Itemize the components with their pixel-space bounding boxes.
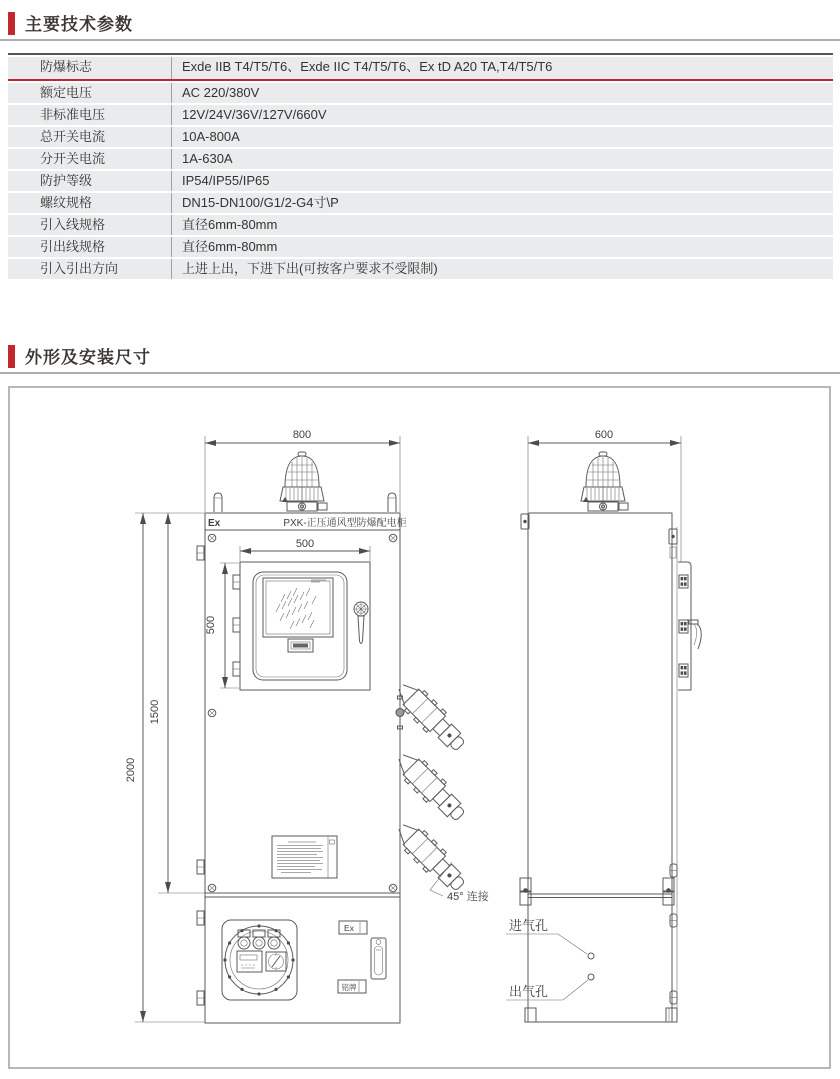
angle-note-label: 45° 连接: [447, 891, 489, 903]
foot-bracket-icon: [525, 1008, 536, 1022]
clip-icon: [670, 864, 677, 877]
warning-beacon-icon: [581, 452, 628, 511]
hinge-icon: [197, 911, 204, 925]
row-label: 引入线规格: [40, 217, 106, 232]
clip-icon: [670, 991, 677, 1004]
row-label: 分开关电流: [40, 151, 106, 166]
hinge-icon: [679, 664, 688, 677]
screen-glare: [276, 588, 316, 629]
screw-icon: [389, 534, 397, 542]
hinge-icon: [197, 860, 204, 874]
lifting-lug-icon: [214, 493, 222, 512]
dim-2000-label: 2000: [125, 757, 137, 783]
screw-icon: [208, 884, 216, 892]
dim-800-label: 800: [292, 429, 312, 441]
row-label: 额定电压: [40, 85, 93, 100]
row-value: 10A-800A: [171, 127, 833, 147]
screw-icon: [208, 534, 216, 542]
row-value: 直径6mm-80mm: [171, 215, 833, 235]
row-label: 引出线规格: [40, 239, 106, 254]
nameplate-label: 铭牌: [341, 983, 357, 992]
angle-annotation: [430, 862, 489, 903]
ex-plate: [339, 921, 367, 934]
clip-icon: [669, 529, 677, 558]
row-label: 非标准电压: [40, 107, 106, 122]
row-value: DN15-DN100/G1/2-G4寸\P: [171, 193, 833, 213]
hinge-icon: [197, 546, 204, 560]
bolt-circle-dots: [223, 924, 294, 995]
section-title-params: 主要技术参数: [25, 15, 133, 34]
hinge-icon: [197, 991, 204, 1005]
warning-beacon-icon: [280, 452, 327, 511]
display-unit-icon: [237, 951, 262, 972]
dimension-500-width: [240, 538, 370, 561]
dim-500h-label: 500: [205, 615, 217, 635]
side-door-panel: [678, 562, 701, 690]
row-label: 引入引出方向: [40, 261, 119, 276]
door-nameplate-small: [288, 639, 313, 652]
nameplate-plate: [338, 980, 366, 993]
side-cabinet-outline: [528, 513, 677, 1022]
row-value: 直径6mm-80mm: [171, 237, 833, 257]
dim-1500-label: 1500: [149, 699, 161, 725]
row-value: AC 220/380V: [171, 83, 833, 103]
row-value: 1A-630A: [171, 149, 833, 169]
row-label: 防爆标志: [40, 59, 93, 74]
clip-icon: [670, 914, 677, 927]
inner-door: [233, 562, 370, 690]
front-view: [125, 429, 489, 1023]
row-label: 总开关电流: [40, 129, 106, 144]
row-value: 12V/24V/36V/127V/660V: [171, 105, 833, 125]
dimension-1500: [149, 513, 205, 893]
band-label: PXK-正压通风型防爆配电柜: [283, 518, 407, 529]
outlet-annotation: [506, 974, 594, 1000]
dimension-600: [528, 429, 681, 562]
ex-plate-label: Ex: [344, 923, 354, 933]
bottom-compartment: [222, 920, 386, 1000]
dimension-2000: [125, 513, 205, 1022]
row-value: Exde IIB T4/T5/T6、Exde IIC T4/T5/T6、Ex tD A20 TA,T4/T5/T6: [171, 57, 833, 79]
ex-mark-label: Ex: [208, 518, 221, 529]
inlet-annotation: [506, 918, 594, 959]
row-label: 螺纹规格: [40, 195, 93, 210]
screw-icon: [389, 884, 397, 892]
dim-500w-label: 500: [295, 538, 315, 550]
hinge-icon: [679, 620, 688, 633]
inlet-label: 进气孔: [509, 918, 549, 933]
cable-gland-icon: [391, 677, 470, 756]
cable-gland-icon: [391, 747, 470, 826]
cable-gland-icon: [391, 817, 470, 896]
latch-icon: [520, 878, 531, 905]
dimension-800: [205, 429, 400, 512]
hinge-icon: [679, 575, 688, 588]
section-title-dimensions: 外形及安装尺寸: [25, 348, 151, 367]
lifting-lug-icon: [388, 493, 396, 512]
row-value: IP54/IP55/IP65: [171, 171, 833, 191]
warning-plate: [272, 836, 337, 878]
switch-icon: [266, 952, 286, 971]
row-label: 防护等级: [40, 173, 93, 188]
door-handle-icon: [354, 602, 368, 644]
lock-slot-icon: [371, 938, 386, 979]
outlet-label: 出气孔: [509, 984, 549, 999]
side-view: [506, 429, 701, 1022]
row-value: 上进上出，下进下出(可按客户要求不受限制): [171, 259, 833, 279]
dim-600-label: 600: [594, 429, 614, 441]
screw-icon: [208, 709, 216, 717]
meter-icon: [253, 930, 265, 949]
